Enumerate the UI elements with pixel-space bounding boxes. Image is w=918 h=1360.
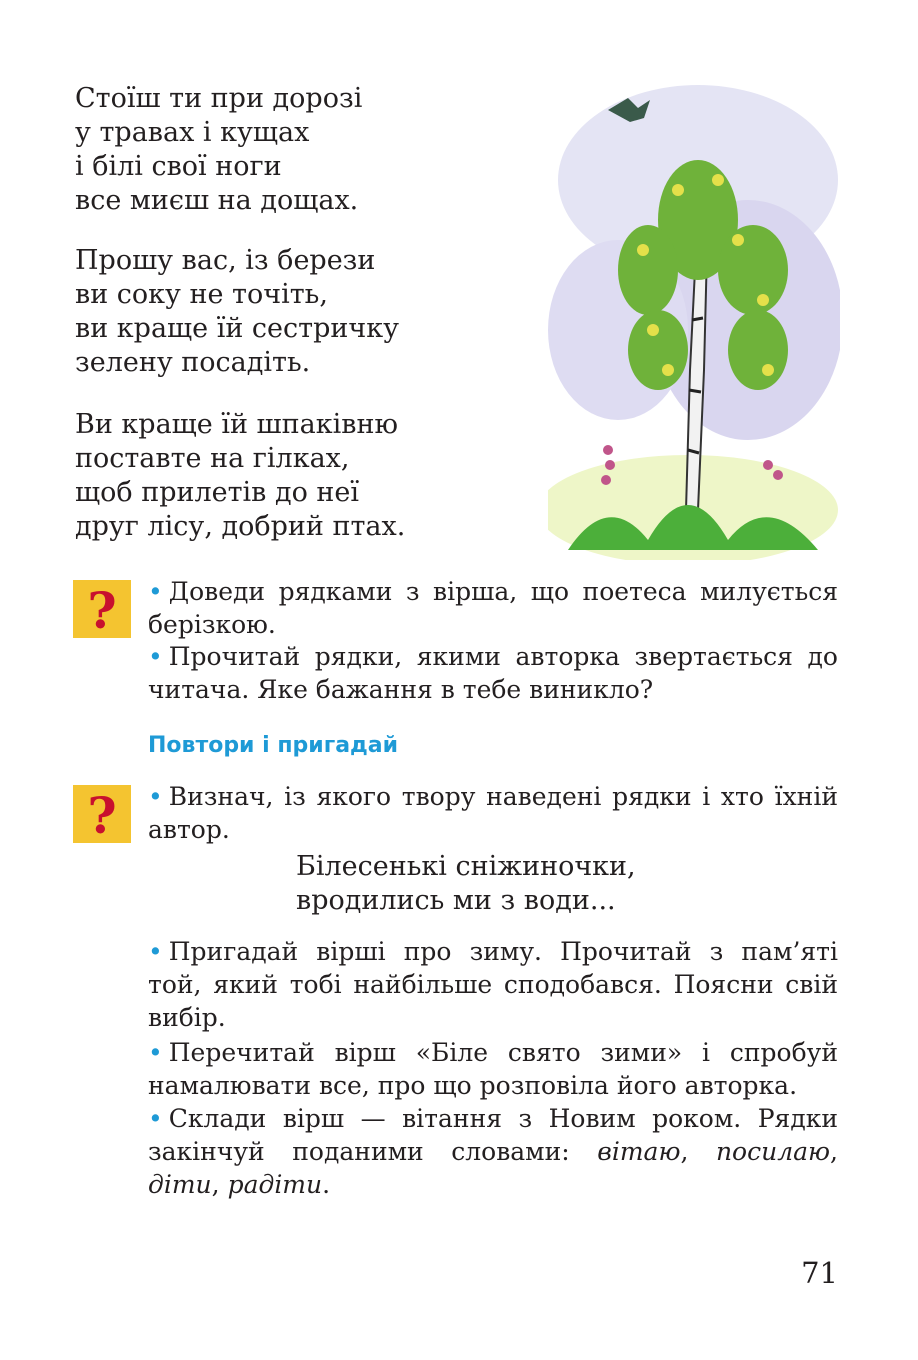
question-item [148, 1036, 838, 1102]
poem-line: Стоїш ти при дорозі [75, 83, 363, 114]
poem-line: все миєш на дощах. [75, 185, 359, 216]
poem-line: Прошу вас, із берези [75, 245, 376, 276]
question-text: Перечитай вірш «Біле свято зими» і спробуй намалювати все, про що розповіла його авторка. [148, 1038, 838, 1100]
question-text: Визнач, із якого твору наведені рядки і хто їхній автор. [148, 782, 838, 844]
question-mark-icon [73, 580, 131, 638]
question-item [148, 780, 838, 846]
bullet-icon: • [148, 642, 163, 671]
quote-line: Білесенькі сніжиночки, [296, 851, 636, 882]
question-text: Склади вірш — вітання з Новим роком. Рядки закінчуй поданими словами: [148, 1104, 838, 1166]
bullet-icon: • [148, 782, 163, 811]
poem-stanza-3 [75, 408, 525, 544]
poem-line: у травах і кущах [75, 117, 310, 148]
poem-line: ви соку не точіть, [75, 279, 328, 310]
target-word: радіти [227, 1170, 323, 1199]
target-word: посилаю [715, 1137, 831, 1166]
question-text: Пригадай вірші про зиму. Прочитай з пам’яті той, який тобі найбільше сподобався. Поясни свій вибір. [148, 937, 838, 1032]
svg-text:?: ? [87, 581, 117, 638]
birch-tree-illustration [548, 70, 840, 560]
poem-line: друг лісу, добрий птах. [75, 511, 406, 542]
poem-line: зелену посадіть. [75, 347, 311, 378]
quoted-lines [296, 850, 636, 918]
question-text: Прочитай рядки, якими авторка звертається до читача. Яке бажання в тебе виникло? [148, 642, 838, 704]
bullet-icon: • [148, 1038, 163, 1067]
target-word: діти [148, 1170, 212, 1199]
bullet-icon: • [148, 937, 163, 966]
poem-line: ви краще їй сестричку [75, 313, 399, 344]
question-mark-icon [73, 785, 131, 843]
question-item [148, 640, 838, 706]
section-heading: Повтори і пригадай [148, 733, 399, 758]
svg-text:?: ? [87, 786, 117, 843]
question-item: • Склади вірш — вітання з Новим роком. Рядки закінчуй поданими словами: вітаю, посилаю, діти, радіти. [148, 1104, 838, 1199]
poem-stanza-2 [75, 244, 525, 380]
bullet-icon: • [148, 577, 163, 606]
poem-line: щоб прилетів до неї [75, 477, 360, 508]
page-number: 71 [801, 1256, 838, 1290]
poem-line: поставте на гілках, [75, 443, 350, 474]
poem-line: Ви краще їй шпаківню [75, 409, 398, 440]
poem-line: і білі свої ноги [75, 151, 282, 182]
poem-stanza-1 [75, 82, 525, 218]
bullet-icon: • [148, 1104, 163, 1133]
question-item [148, 575, 838, 641]
target-word: вітаю [597, 1137, 681, 1166]
quote-line: вродились ми з води... [296, 885, 616, 916]
question-item [148, 935, 838, 1034]
question-text: Доведи рядками з вірша, що поетеса милується берізкою. [148, 577, 838, 639]
